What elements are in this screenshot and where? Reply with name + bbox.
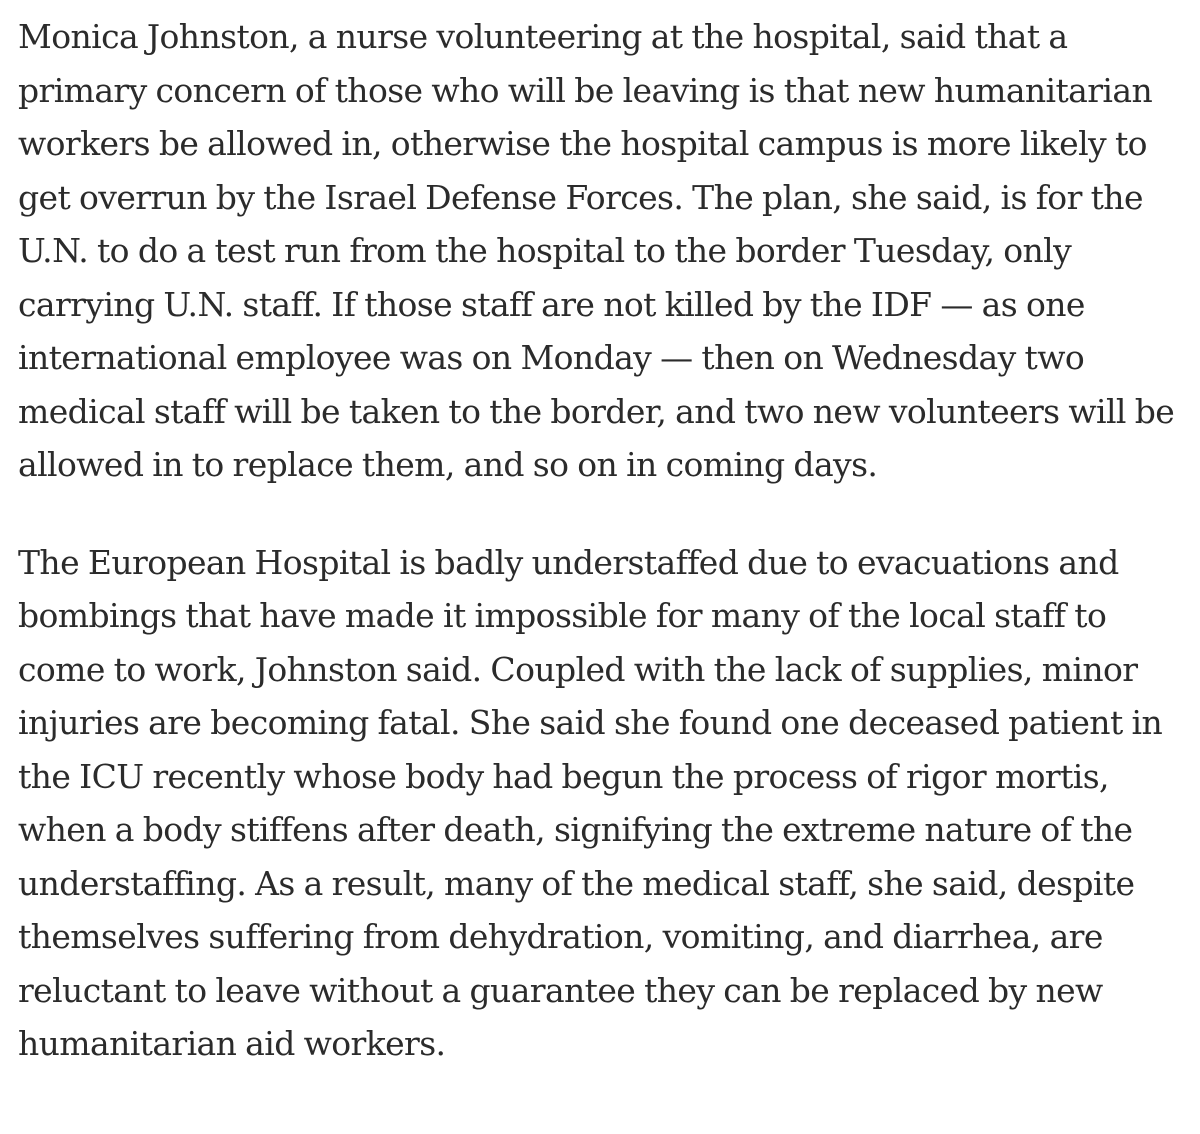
article-body [18,10,1186,1071]
article-paragraph: The European Hospital is badly understaffed due to evacuations and bombings that have made it impossible for many of the local staff to come to work, Johnston said. Coupled with the lack of supplies, minor injuries are becoming fatal. She said she found one deceased patient in the ICU recently whose body had begun the process of rigor mortis, when a body stiffens after death, signifying the extreme nature of the understaffing. As a result, many of the medical staff, she said, despite themselves suffering from dehydration, vomiting, and diarrhea, are reluctant to leave without a guarantee they can be replaced by new humanitarian aid workers. [18,542,1163,1063]
article-paragraph: Monica Johnston, a nurse volunteering at the hospital, said that a primary concern of those who will be leaving is that new humanitarian workers be allowed in, otherwise the hospital campus is more likely to get overrun by the Israel Defense Forces. The plan, she said, is for the U.N. to do a test run from the hospital to the border Tuesday, only carrying U.N. staff. If those staff are not killed by the IDF — as one international employee was on Monday — then on Wednesday two medical staff will be taken to the border, and two new volunteers will be allowed in to replace them, and so on in coming days. [18,17,1175,484]
